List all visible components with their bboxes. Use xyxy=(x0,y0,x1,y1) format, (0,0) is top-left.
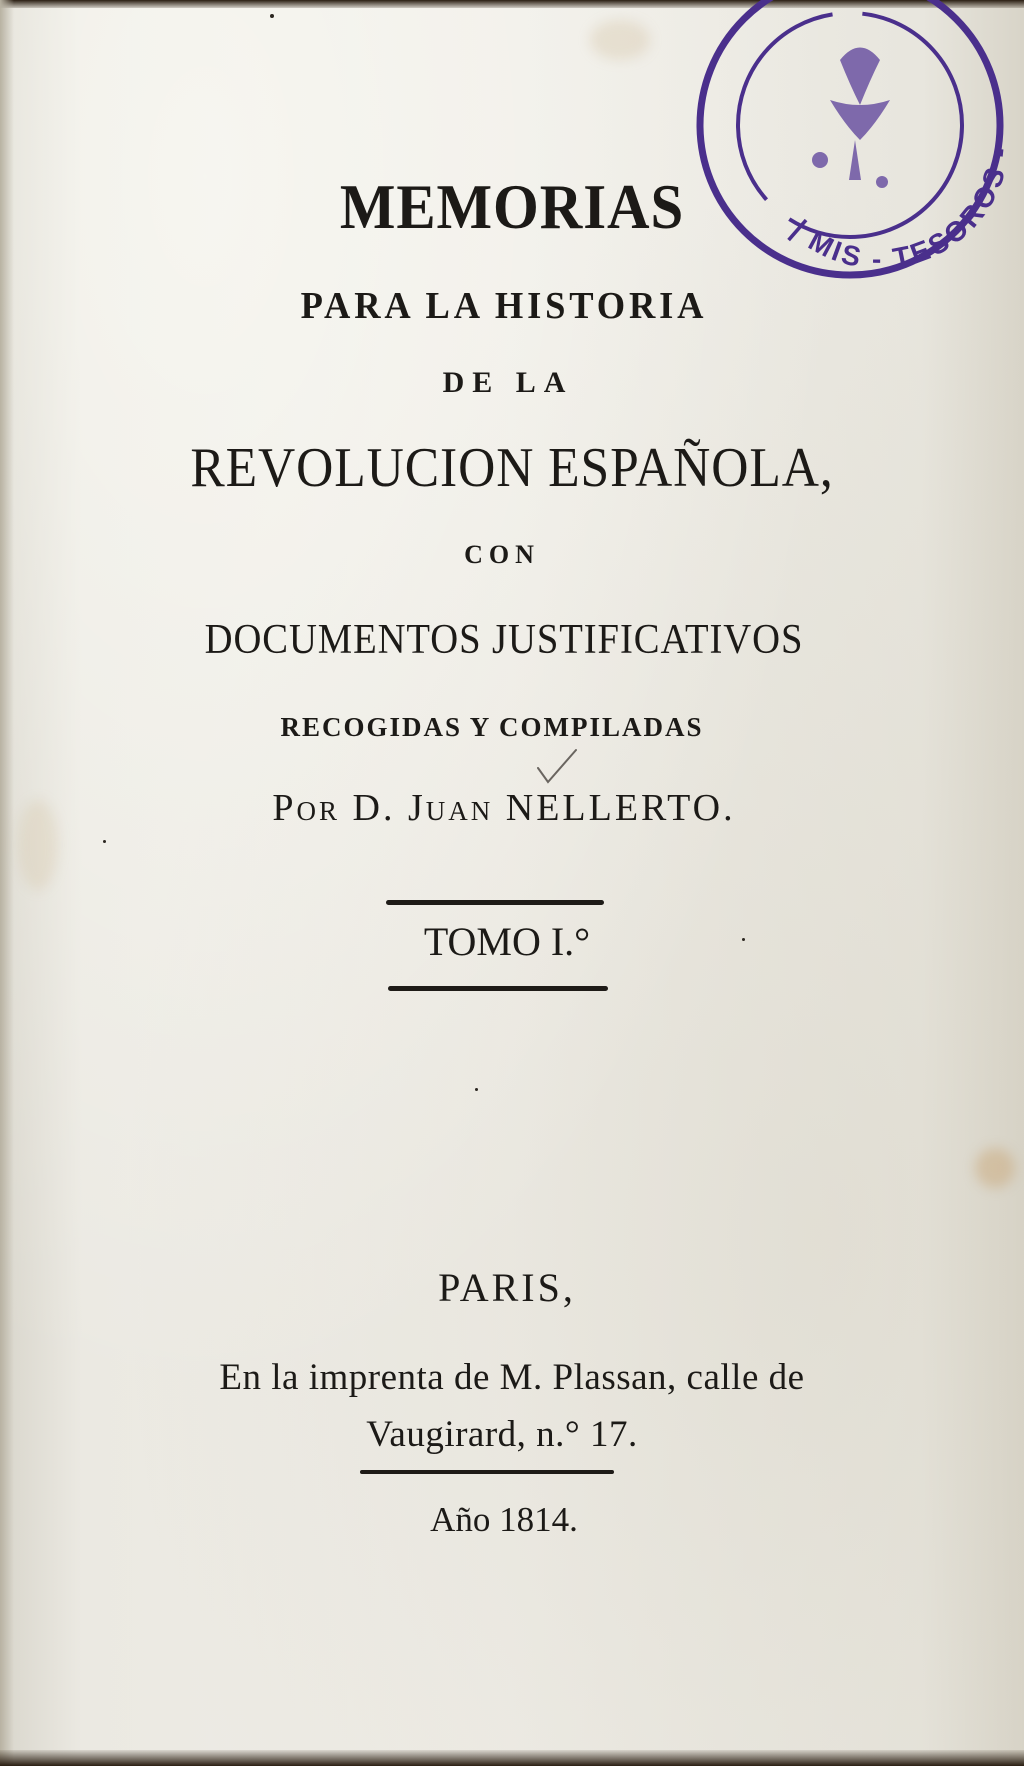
book-title: MEMORIAS xyxy=(339,171,685,242)
ink-speck xyxy=(103,840,106,843)
svg-text:| MIS - TESOROS -: | MIS - TESOROS - xyxy=(785,143,1016,275)
subtitle-line-5: DOCUMENTOS JUSTIFICATIVOS xyxy=(204,617,804,663)
imprint-printer-line-1: En la imprenta de M. Plassan, calle de xyxy=(219,1357,805,1398)
compiled-note: RECOGIDAS Y COMPILADAS xyxy=(280,712,704,742)
stamp-emblem-icon xyxy=(812,48,890,189)
imprint-printer-line-2: Vaugirard, n.° 17. xyxy=(366,1414,638,1455)
imprint-city: PARIS, xyxy=(438,1265,576,1310)
subtitle-line-3: REVOLUCION ESPAÑOLA, xyxy=(190,437,834,499)
library-stamp xyxy=(690,0,1024,310)
author-line: Por D. Juan NELLERTO. xyxy=(272,787,736,829)
pencil-checkmark-icon xyxy=(534,746,580,786)
divider-rule xyxy=(360,1470,614,1474)
ink-speck xyxy=(270,14,274,18)
page-bottom-edge xyxy=(0,1750,1024,1766)
divider-rule xyxy=(386,900,604,905)
subtitle-line-1: PARA LA HISTORIA xyxy=(300,285,708,327)
volume-label: TOMO I.° xyxy=(423,919,591,964)
subtitle-line-2: DE LA xyxy=(442,366,574,399)
foxing-stain xyxy=(975,1148,1015,1188)
subtitle-line-4: CON xyxy=(464,540,540,569)
divider-rule xyxy=(388,986,608,991)
imprint-year: Año 1814. xyxy=(430,1500,578,1539)
ink-speck xyxy=(475,1088,478,1091)
foxing-stain xyxy=(590,20,650,60)
